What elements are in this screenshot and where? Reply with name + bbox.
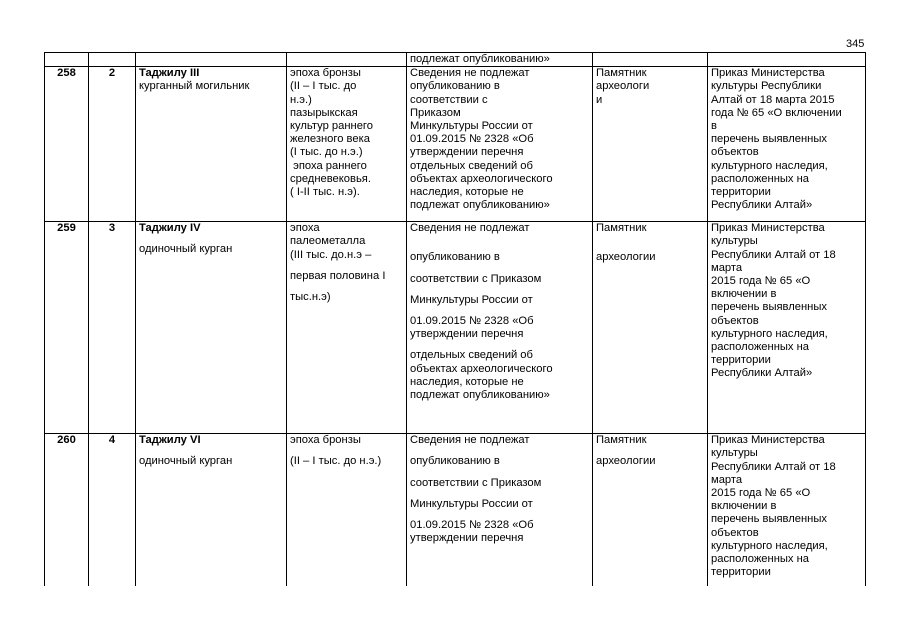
cell-order xyxy=(708,434,866,594)
spacer xyxy=(596,235,704,251)
order-line: Республики Алтай от 18 xyxy=(711,248,836,261)
cell-category xyxy=(593,222,708,434)
spacer xyxy=(596,447,704,455)
order-line: культурного наследия, xyxy=(711,159,828,172)
order-line: объектов xyxy=(711,314,759,327)
object-type: одиночный курган xyxy=(139,455,233,468)
order-line: марта xyxy=(711,473,743,486)
doc-line: подлежат опубликованию» xyxy=(410,199,550,212)
cell-doc xyxy=(407,53,593,67)
category-line: Памятник xyxy=(596,67,647,80)
order-line: Приказ Министерства xyxy=(711,434,825,447)
order-line: расположенных на xyxy=(711,553,810,566)
category-line: и xyxy=(596,93,603,106)
doc-line: Минкультуры России от xyxy=(410,497,533,510)
row-number: 260 xyxy=(45,434,89,594)
order-line: расположенных на xyxy=(711,172,810,185)
page-bottom-margin xyxy=(0,586,905,640)
cell-category xyxy=(593,53,708,67)
spacer xyxy=(410,235,589,251)
order-line: культуры xyxy=(711,235,758,248)
doc-line: утверждении перечня xyxy=(410,328,524,341)
cell-name xyxy=(136,222,287,434)
period-line: (II – I тыс. до н.э.) xyxy=(290,455,382,468)
order-line: включении в xyxy=(711,500,777,513)
order-line: Алтай от 18 марта 2015 xyxy=(711,93,835,106)
cell-name xyxy=(136,67,287,222)
cell-doc xyxy=(407,67,593,222)
order-line: года № 65 «О включении xyxy=(711,106,842,119)
page-number: 345 xyxy=(846,38,865,50)
cell-num xyxy=(45,53,89,67)
doc-line: соответствии с Приказом xyxy=(410,476,542,489)
table-row xyxy=(45,67,866,222)
spacer xyxy=(410,447,589,455)
cell-name xyxy=(136,53,287,67)
order-line: Республики Алтай» xyxy=(711,367,813,380)
order-line: территории xyxy=(711,566,771,579)
cell-category xyxy=(593,434,708,594)
doc-line: опубликованию в xyxy=(410,80,500,93)
cell-period xyxy=(287,53,407,67)
doc-line: 01.09.2015 № 2328 «Об xyxy=(410,315,534,328)
row-subnumber: 3 xyxy=(89,222,136,434)
period-line: эпоха бронзы xyxy=(290,434,361,447)
doc-line: Сведения не подлежат xyxy=(410,434,530,447)
object-type: одиночный курган xyxy=(139,243,233,256)
doc-line: объектах археологического xyxy=(410,172,553,185)
doc-line: подлежат опубликованию» xyxy=(410,389,550,402)
cell-category xyxy=(593,67,708,222)
doc-line: соответствии с Приказом xyxy=(410,272,542,285)
period-line: средневековья. xyxy=(290,172,371,185)
spacer xyxy=(410,469,589,477)
category-line: Памятник xyxy=(596,222,647,235)
object-name: Таджилу IV xyxy=(139,222,201,235)
cell-sub xyxy=(89,53,136,67)
category-line: археологии xyxy=(596,251,656,264)
table-row-continuation xyxy=(45,53,866,67)
spacer xyxy=(410,265,589,273)
period-line: (III тыс. до.н.э – xyxy=(290,248,372,261)
spacer xyxy=(410,490,589,498)
row-subnumber: 4 xyxy=(89,434,136,594)
cell-period xyxy=(287,222,407,434)
spacer xyxy=(290,262,403,270)
doc-line: утверждении перечня xyxy=(410,146,524,159)
order-line: 2015 года № 65 «О xyxy=(711,275,811,288)
order-line: перечень выявленных xyxy=(711,513,827,526)
order-line: перечень выявленных xyxy=(711,301,827,314)
order-line: Республики Алтай от 18 xyxy=(711,460,836,473)
order-line: в xyxy=(711,120,717,133)
order-line: расположенных на xyxy=(711,341,810,354)
spacer xyxy=(139,235,283,243)
row-subnumber: 2 xyxy=(89,67,136,222)
category-line: археологии xyxy=(596,455,656,468)
period-line: тыс.н.э) xyxy=(290,291,331,304)
order-line: Республики Алтай» xyxy=(711,199,813,212)
order-line: культурного наследия, xyxy=(711,539,828,552)
order-line: Приказ Министерства xyxy=(711,222,825,235)
table-row xyxy=(45,434,866,594)
doc-line: Приказом xyxy=(410,106,461,119)
period-line: палеометалла xyxy=(290,235,366,248)
order-line: объектов xyxy=(711,526,759,539)
doc-line: утверждении перечня xyxy=(410,532,524,545)
doc-line: опубликованию в xyxy=(410,455,500,468)
order-line: культуры xyxy=(711,447,758,460)
order-line: 2015 года № 65 «О xyxy=(711,487,811,500)
doc-line: Минкультуры России от xyxy=(410,293,533,306)
spacer xyxy=(139,447,283,455)
doc-line: Сведения не подлежат xyxy=(410,222,530,235)
period-line: эпоха бронзы xyxy=(290,67,361,80)
period-line: железного века xyxy=(290,133,370,146)
spacer xyxy=(290,283,403,291)
spacer xyxy=(410,511,589,519)
period-line: пазырыкская xyxy=(290,106,358,119)
order-line: объектов xyxy=(711,146,759,159)
doc-line: опубликованию в xyxy=(410,251,500,264)
order-line: перечень выявленных xyxy=(711,133,827,146)
doc-line: 01.09.2015 № 2328 «Об xyxy=(410,133,534,146)
order-line: территории xyxy=(711,354,771,367)
order-line: Приказ Министерства xyxy=(711,67,825,80)
doc-line: подлежат опубликованию» xyxy=(410,53,550,65)
doc-line: 01.09.2015 № 2328 «Об xyxy=(410,519,534,532)
category-line: Памятник xyxy=(596,434,647,447)
spacer xyxy=(410,341,589,349)
row-number: 258 xyxy=(45,67,89,222)
cell-doc xyxy=(407,434,593,594)
cell-order xyxy=(708,222,866,434)
cell-name xyxy=(136,434,287,594)
period-line: первая половина I xyxy=(290,269,386,282)
object-name: Таджилу VI xyxy=(139,434,201,447)
order-line: культуры Республики xyxy=(711,80,822,93)
doc-line: Сведения не подлежат xyxy=(410,67,530,80)
order-line: территории xyxy=(711,186,771,199)
cell-order xyxy=(708,67,866,222)
doc-line: соответствии с xyxy=(410,93,488,106)
cell-doc xyxy=(407,222,593,434)
spacer xyxy=(410,307,589,315)
cell-period xyxy=(287,67,407,222)
period-line: ( I-II тыс. н.э). xyxy=(290,186,360,199)
doc-line: отдельных сведений об xyxy=(410,159,533,172)
doc-line: наследия, которые не xyxy=(410,186,524,199)
period-line: (II – I тыс. до xyxy=(290,80,357,93)
period-line: эпоха xyxy=(290,222,320,235)
order-line: марта xyxy=(711,261,743,274)
doc-line: Минкультуры России от xyxy=(410,120,533,133)
period-line: эпоха раннего xyxy=(290,159,367,172)
table-row xyxy=(45,222,866,434)
period-line: культур раннего xyxy=(290,120,373,133)
doc-line: наследия, которые не xyxy=(410,375,524,388)
order-line: включении в xyxy=(711,288,777,301)
heritage-register-table xyxy=(44,52,866,594)
spacer xyxy=(410,286,589,294)
order-line: культурного наследия, xyxy=(711,327,828,340)
object-name: Таджилу III xyxy=(139,67,200,80)
cell-order xyxy=(708,53,866,67)
row-number: 259 xyxy=(45,222,89,434)
category-line: археологи xyxy=(596,80,650,93)
doc-line: объектах археологического xyxy=(410,362,553,375)
spacer xyxy=(290,447,403,455)
cell-period xyxy=(287,434,407,594)
object-type: курганный могильник xyxy=(139,80,250,93)
doc-line: отдельных сведений об xyxy=(410,349,533,362)
period-line: (I тыс. до н.э.) xyxy=(290,146,363,159)
period-line: н.э.) xyxy=(290,93,312,106)
